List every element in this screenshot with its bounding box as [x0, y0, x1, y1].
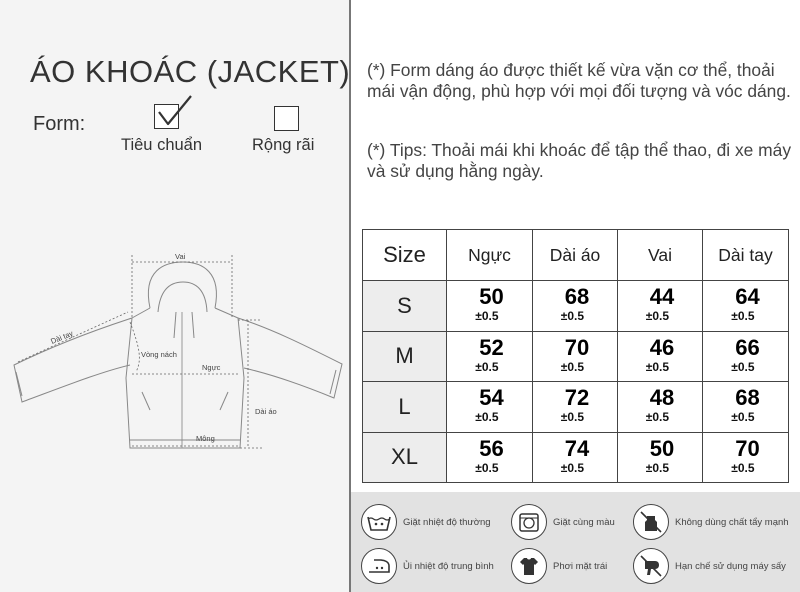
table-row: [363, 281, 789, 332]
value-tolerance: ±0.5: [645, 359, 670, 374]
jacket-body: [126, 308, 244, 448]
dry-inside-out-icon: [511, 548, 547, 584]
jacket-hood: [148, 262, 216, 308]
jacket-measurement-diagram: [0, 238, 349, 468]
size-label: M: [363, 331, 447, 382]
value-tolerance: ±0.5: [560, 410, 585, 425]
form-label: Form:: [33, 113, 86, 135]
diagram-label-sleeve: Dài tay: [49, 328, 75, 346]
form-loose-checkbox[interactable]: [274, 106, 299, 131]
value-number: 56: [479, 435, 504, 461]
value-cell: [703, 432, 789, 483]
value-cell: [447, 331, 533, 382]
value-tolerance: ±0.5: [475, 410, 499, 425]
iron-medium-temp-icon: [361, 548, 397, 584]
care-label: Giặt nhiệt độ thường: [403, 516, 491, 528]
care-label: Phơi mặt trái: [553, 560, 608, 572]
value-cell: [703, 281, 789, 332]
care-item: [633, 548, 786, 584]
value-cell: [533, 382, 618, 433]
header-shoulder: Vai: [618, 230, 703, 281]
value-number: 44: [649, 284, 675, 310]
value-cell: [533, 432, 618, 483]
no-bleach-icon: [633, 504, 669, 540]
diagram-label-length: Dài áo: [255, 407, 277, 416]
care-instructions-panel: [351, 492, 800, 592]
value-number: 68: [735, 385, 760, 411]
value-cell: [447, 432, 533, 483]
wash-normal-temp-icon: [361, 504, 397, 540]
form-description: (*) Form dáng áo được thiết kế vừa vặn cơ thể, thoải mái vận động, phù hợp với mọi đối tượng và vóc dáng.: [367, 60, 791, 101]
value-number: 46: [649, 334, 675, 360]
table-row: [363, 432, 789, 483]
care-item: [361, 504, 491, 540]
size-label: S: [363, 281, 447, 332]
header-sleeve: Dài tay: [703, 230, 789, 281]
value-cell: [447, 382, 533, 433]
form-standard-label: Tiêu chuẩn: [121, 136, 203, 154]
form-loose-label: Rộng rãi: [252, 136, 315, 154]
value-number: 64: [735, 284, 760, 310]
value-number: 72: [564, 385, 590, 411]
care-label: Giặt cùng màu: [553, 516, 615, 528]
value-cell: [618, 382, 703, 433]
jacket-right-sleeve: [238, 318, 342, 398]
value-number: 52: [479, 334, 504, 360]
care-item: [511, 548, 607, 584]
value-tolerance: ±0.5: [731, 460, 755, 475]
check-icon: [155, 94, 195, 130]
header-length: Dài áo: [533, 230, 618, 281]
value-number: 70: [564, 334, 590, 360]
table-row: [363, 331, 789, 382]
value-number: 68: [564, 284, 590, 310]
table-header-row: [363, 230, 789, 281]
value-tolerance: ±0.5: [731, 410, 755, 425]
value-cell: [618, 432, 703, 483]
value-number: 48: [649, 385, 675, 411]
diagram-label-hip: Mông: [196, 434, 215, 443]
care-item: [633, 504, 789, 540]
usage-tips: (*) Tips: Thoải mái khi khoác để tập thể thao, đi xe máy và sử dụng hằng ngày.: [367, 140, 792, 181]
value-cell: [618, 331, 703, 382]
value-tolerance: ±0.5: [475, 309, 499, 324]
diagram-label-chest: Ngực: [202, 363, 221, 372]
value-tolerance: ±0.5: [731, 309, 755, 324]
size-label: L: [363, 382, 447, 433]
limit-dryer-icon: [633, 548, 669, 584]
header-size: Size: [363, 230, 447, 281]
value-number: 50: [479, 284, 504, 310]
care-item: [361, 548, 494, 584]
diagram-label-shoulder: Vai: [175, 252, 186, 261]
size-label: XL: [363, 432, 447, 483]
value-tolerance: ±0.5: [645, 309, 670, 324]
value-number: 50: [649, 435, 675, 461]
value-cell: [703, 382, 789, 433]
value-tolerance: ±0.5: [475, 359, 499, 374]
diagram-label-armhole: Vòng nách: [141, 350, 177, 359]
header-chest: Ngực: [447, 230, 533, 281]
value-tolerance: ±0.5: [645, 460, 670, 475]
value-tolerance: ±0.5: [731, 359, 755, 374]
value-number: 54: [479, 385, 504, 411]
care-label: Không dùng chất tẩy mạnh: [675, 516, 789, 528]
value-cell: [533, 331, 618, 382]
value-number: 70: [735, 435, 760, 461]
page-title: ÁO KHOÁC (JACKET): [30, 54, 351, 89]
value-cell: [533, 281, 618, 332]
jacket-left-sleeve: [14, 318, 132, 402]
table-row: [363, 382, 789, 433]
care-label: Ủi nhiệt độ trung bình: [403, 560, 494, 572]
value-number: 66: [735, 334, 760, 360]
value-tolerance: ±0.5: [645, 410, 670, 425]
value-cell: [703, 331, 789, 382]
value-number: 74: [564, 435, 590, 461]
care-label: Hạn chế sử dụng máy sấy: [675, 560, 786, 572]
wash-same-color-icon: [511, 504, 547, 540]
value-tolerance: ±0.5: [560, 359, 585, 374]
value-tolerance: ±0.5: [560, 460, 585, 475]
value-cell: [618, 281, 703, 332]
size-chart-table: [362, 229, 789, 483]
value-tolerance: ±0.5: [560, 309, 585, 324]
care-item: [511, 504, 615, 540]
value-tolerance: ±0.5: [475, 460, 499, 475]
value-cell: [447, 281, 533, 332]
